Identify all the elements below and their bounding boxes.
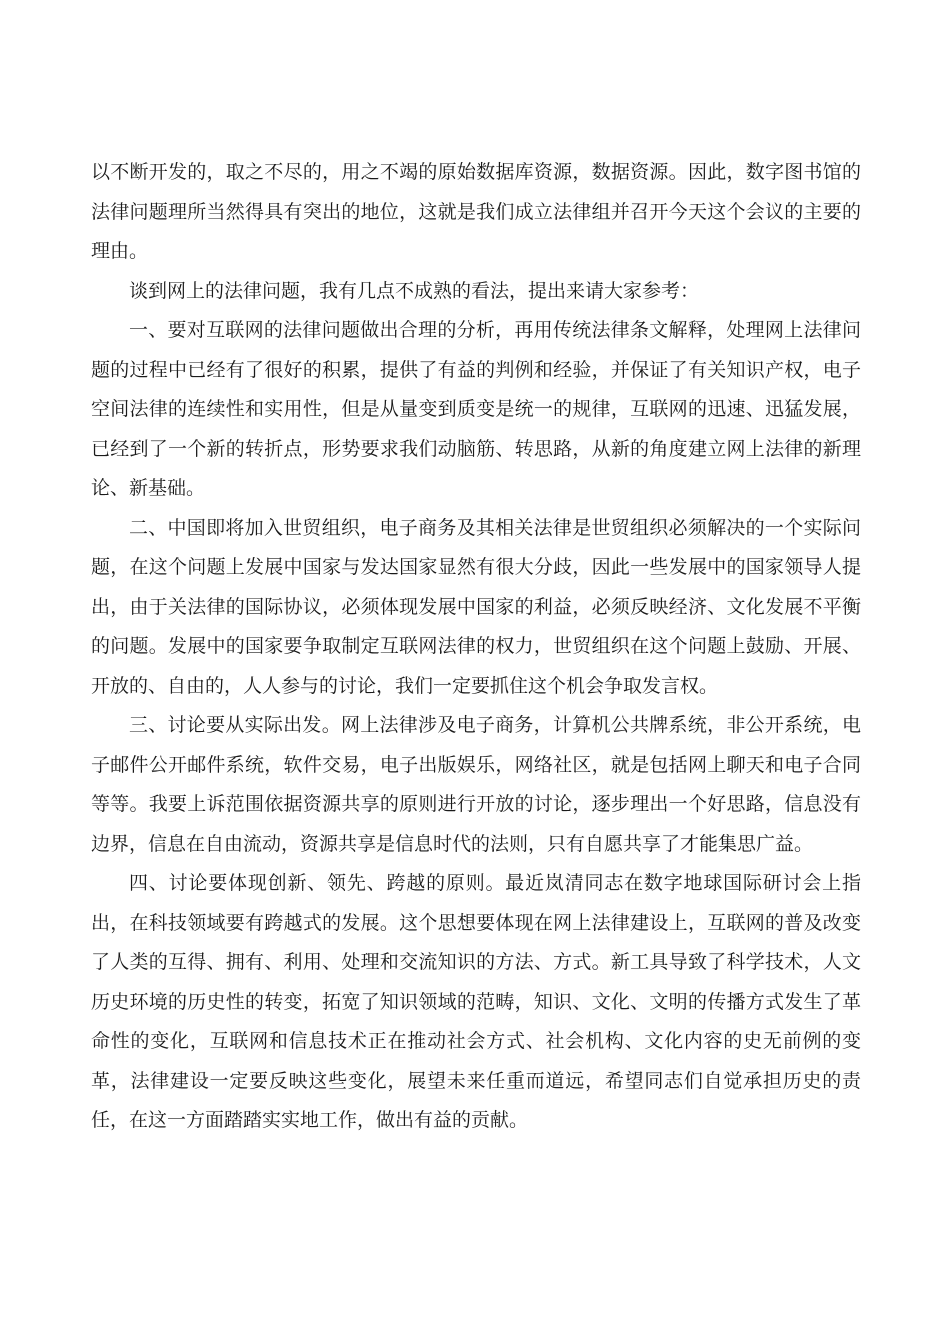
paragraph-point-1: 一、要对互联网的法律问题做出合理的分析，再用传统法律条文解释，处理网上法律问题的过程中已经有了很好的积累，提供了有益的判例和经验，并保证了有关知识产权，电子空间法律的连续性和实用性，但是从量变到质变是统一的规律，互联网的迅速、迅猛发展，已经到了一个新的转折点，形势要求我们动脑筋、转思路，从新的角度建立网上法律的新理论、新基础。 [91,319,861,499]
paragraph-point-3: 三、讨论要从实际出发。网上法律涉及电子商务，计算机公共牌系统，非公开系统，电子邮件公开邮件系统，软件交易，电子出版娱乐，网络社区，就是包括网上聊天和电子合同等等。我要上诉范围依据资源共享的原则进行开放的讨论，逐步理出一个好思路，信息没有边界，信息在自由流动，资源共享是信息时代的法则，只有自愿共享了才能集思广益。 [91,714,861,855]
document-body [91,153,861,1141]
paragraph-continuation: 以不断开发的，取之不尽的，用之不竭的原始数据库资源，数据资源。因此，数字图书馆的法律问题理所当然得具有突出的地位，这就是我们成立法律组并召开今天这个会议的主要的理由。 [91,161,861,262]
paragraph-intro: 谈到网上的法律问题，我有几点不成熟的看法，提出来请大家参考： [129,279,700,302]
paragraph-point-2: 二、中国即将加入世贸组织，电子商务及其相关法律是世贸组织必须解决的一个实际问题，在这个问题上发展中国家与发达国家显然有很大分歧，因此一些发展中的国家领导人提出，由于关法律的国际协议，必须体现发展中国家的利益，必须反映经济、文化发展不平衡的问题。发展中的国家要争取制定互联网法律的权力，世贸组织在这个问题上鼓励、开展、开放的、自由的，人人参与的讨论，我们一定要抓住这个机会争取发言权。 [91,516,861,697]
paragraph-point-4: 四、讨论要体现创新、领先、跨越的原则。最近岚清同志在数字地球国际研讨会上指出，在科技领域要有跨越式的发展。这个思想要体现在网上法律建设上，互联网的普及改变了人类的互得、拥有、利用、处理和交流知识的方法、方式。新工具导致了科学技术，人文历史环境的历史性的转变，拓宽了知识领域的范畴，知识、文化、文明的传播方式发生了革命性的变化，互联网和信息技术正在推动社会方式、社会机构、文化内容的史无前例的变革，法律建设一定要反映这些变化，展望未来任重而道远，希望同志们自觉承担历史的责任，在这一方面踏踏实实地工作，做出有益的贡献。 [91,872,861,1131]
